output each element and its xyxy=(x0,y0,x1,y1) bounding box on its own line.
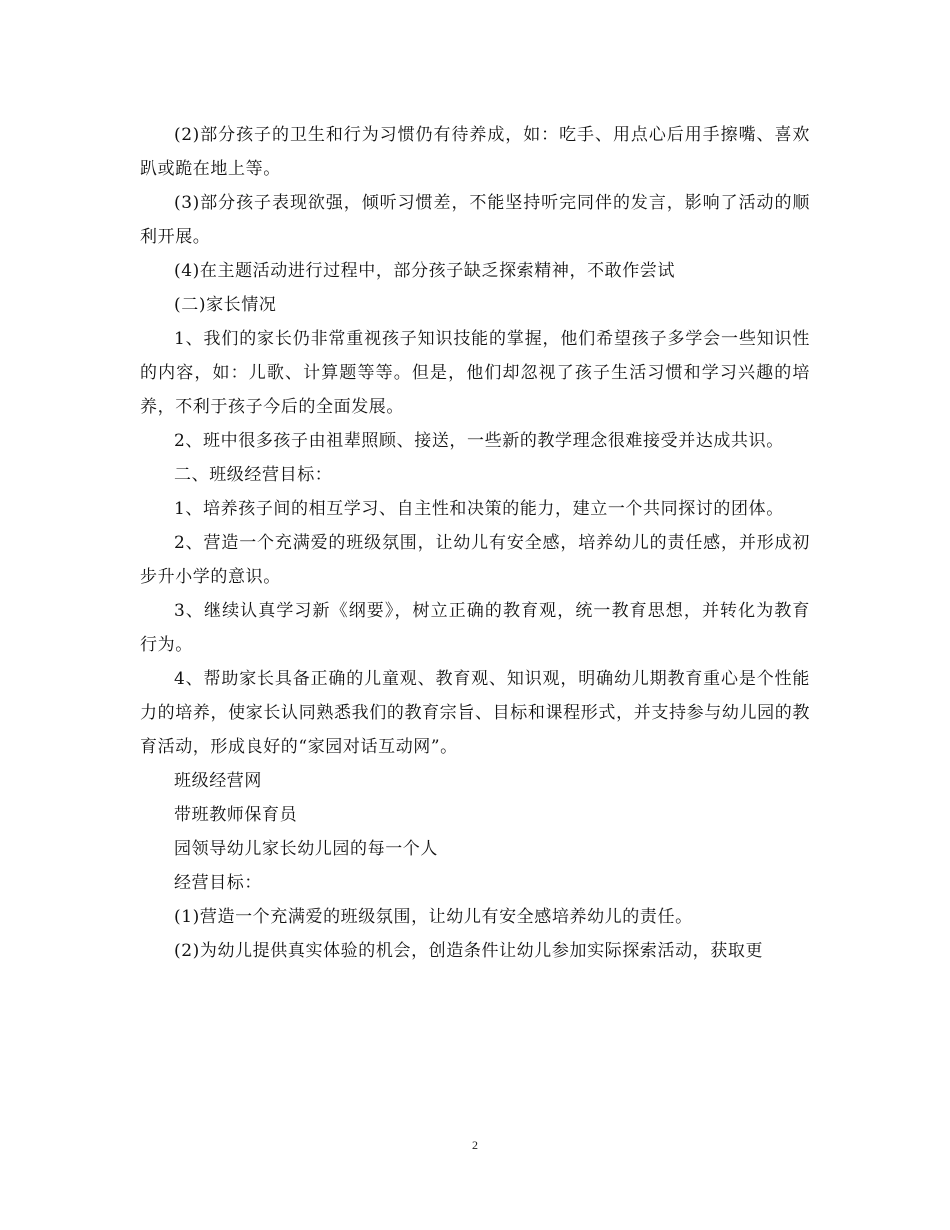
heading-management-goals: 经营目标： xyxy=(174,873,262,893)
paragraph-goal-4: 4、帮助家长具备正确的儿童观、教育观、知识观，明确幼儿期教育重心是个性能力的培养，使家长认同熟悉我们的教育宗旨、目标和课程形式，并支持参与幼儿园的教育活动，形成良好的“家园对话互动网”。 xyxy=(140,669,810,757)
paragraph-goal-2: 2、营造一个充满爱的班级氛围，让幼儿有安全感，培养幼儿的责任感，并形成初步升小学的意识。 xyxy=(140,533,810,587)
paragraph-exploration-spirit: (4)在主题活动进行过程中，部分孩子缺乏探索精神，不敢作尝试 xyxy=(174,261,676,281)
paragraph-parent-knowledge: 1、我们的家长仍非常重视孩子知识技能的掌握，他们希望孩子多学会一些知识性的内容，如：儿歌、计算题等等。但是，他们却忽视了孩子生活习惯和学习兴趣的培养，不利于孩子今后的全面发展。 xyxy=(140,329,810,417)
heading-parent-situation: (二)家长情况 xyxy=(174,295,277,315)
heading-class-goals: 二、班级经营目标： xyxy=(174,465,333,485)
paragraph-goal-3: 3、继续认真学习新《纲要》，树立正确的教育观，统一教育思想，并转化为教育行为。 xyxy=(140,601,810,655)
paragraph-listening-habits: (3)部分孩子表现欲强，倾听习惯差，不能坚持听完同伴的发言，影响了活动的顺利开展。 xyxy=(140,193,810,247)
paragraph-goal-1: 1、培养孩子间的相互学习、自主性和决策的能力，建立一个共同探讨的团体。 xyxy=(174,499,784,519)
document-body xyxy=(140,118,810,968)
paragraph-management-goal-1: (1)营造一个充满爱的班级氛围，让幼儿有安全感培养幼儿的责任。 xyxy=(174,907,693,927)
line-class-network: 班级经营网 xyxy=(174,771,262,791)
line-teachers: 带班教师保育员 xyxy=(174,805,298,825)
paragraph-management-goal-2: (2)为幼儿提供真实体验的机会，创造条件让幼儿参加实际探索活动，获取更 xyxy=(174,941,764,961)
page-number: 2 xyxy=(472,1138,478,1152)
paragraph-hygiene-habits: (2)部分孩子的卫生和行为习惯仍有待养成，如：吃手、用点心后用手擦嘴、喜欢趴或跪在地上等。 xyxy=(140,125,810,179)
paragraph-grandparents: 2、班中很多孩子由祖辈照顾、接送，一些新的教学理念很难接受并达成共识。 xyxy=(174,431,784,451)
line-stakeholders: 园领导幼儿家长幼儿园的每一个人 xyxy=(174,839,438,859)
